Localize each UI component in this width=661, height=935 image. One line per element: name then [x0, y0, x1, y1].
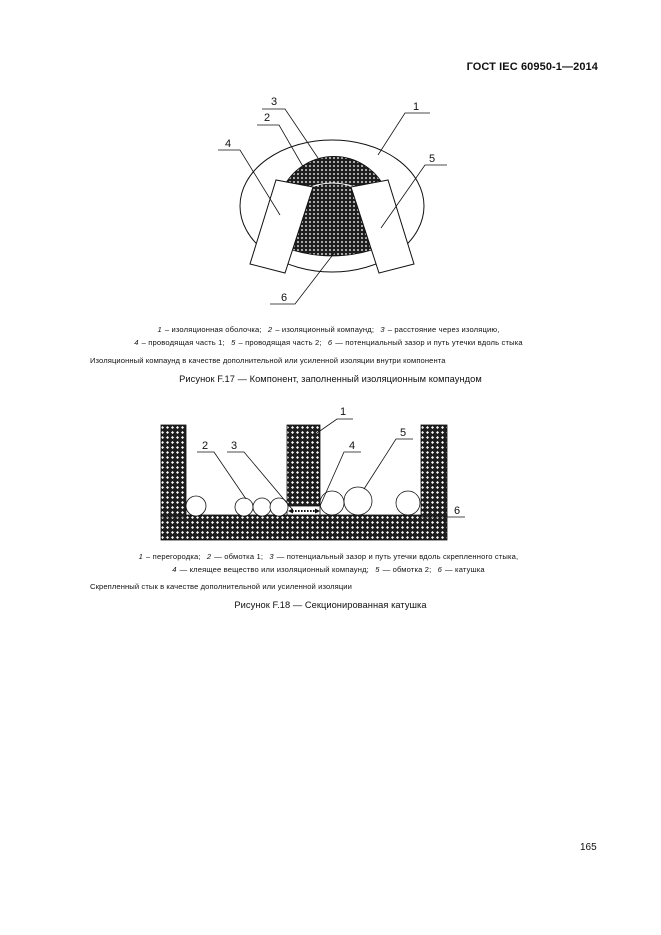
- legend-item: 5 — обмотка 2;: [375, 565, 432, 574]
- legend-item: 6 — потенциальный зазор и путь утечки вдоль стыка: [327, 338, 523, 347]
- figure-f17-caption: Рисунок F.17 — Компонент, заполненный изоляционным компаундом: [179, 374, 482, 384]
- figure-f18-drawing: [161, 406, 465, 540]
- legend-item: 6 — катушка: [437, 565, 485, 574]
- callout-5: 5: [400, 427, 407, 439]
- legend-item: 5 – проводящая часть 2;: [231, 338, 322, 347]
- figure-f18-caption: Рисунок F.18 — Секционированная катушка: [234, 600, 427, 610]
- leader-line-5: [364, 439, 413, 489]
- winding-1-turn: [235, 498, 253, 516]
- legend-item: 3 — потенциальный зазор и путь утечки вдоль скрепленного стыка,: [269, 552, 519, 561]
- callout-2: 2: [202, 440, 209, 452]
- standard-header: ГОСТ IEC 60950-1—2014: [466, 61, 598, 73]
- callout-1: 1: [340, 406, 347, 418]
- leader-line-1: [317, 419, 353, 433]
- legend-item: 1 – перегородка;: [138, 552, 201, 561]
- figure-f17-legend-line-1: [0, 325, 661, 334]
- callout-4: 4: [349, 440, 356, 452]
- legend-item: 3 – расстояние через изоляцию,: [380, 325, 500, 334]
- figure-f17-note: Изоляционный компаунд в качестве дополнительной или усиленной изоляции внутри компонента: [90, 356, 446, 365]
- callout-6: 6: [454, 505, 461, 517]
- partition: [287, 425, 320, 506]
- coil-right-wall: [421, 425, 447, 517]
- coil-base: [161, 515, 447, 540]
- callout-3: 3: [231, 440, 238, 452]
- figure-f17-legend-line-2: [0, 338, 661, 347]
- legend-item: 4 – проводящая часть 1;: [134, 338, 225, 347]
- callout-6: 6: [281, 292, 288, 304]
- legend-item: 1 – изоляционная оболочка;: [157, 325, 262, 334]
- legend-item: 2 – изоляционный компаунд;: [267, 325, 375, 334]
- winding-1-turn: [186, 496, 206, 516]
- callout-5: 5: [429, 153, 436, 165]
- callout-1: 1: [413, 101, 420, 113]
- coil-left-wall: [161, 425, 186, 517]
- winding-2-turn: [320, 491, 344, 515]
- figure-f18-legend-line-2: [0, 565, 661, 574]
- figure-f18-note: Скрепленный стык в качестве дополнительной или усиленной изоляции: [90, 582, 352, 591]
- winding-1-turn: [253, 498, 271, 516]
- figure-f17-drawing: [218, 96, 447, 304]
- figure-f18-legend-line-1: [0, 552, 661, 561]
- leader-line-1: [378, 113, 430, 155]
- winding-2-turn: [344, 487, 372, 515]
- legend-item: 4 — клеящее вещество или изоляционный компаунд;: [172, 565, 369, 574]
- leader-line-2: [197, 452, 246, 499]
- callout-2: 2: [264, 112, 271, 124]
- page-number: 165: [580, 842, 597, 853]
- winding-2-turn: [396, 491, 420, 515]
- callout-4: 4: [225, 138, 232, 150]
- callout-3: 3: [271, 96, 278, 108]
- legend-item: 2 — обмотка 1;: [206, 552, 264, 561]
